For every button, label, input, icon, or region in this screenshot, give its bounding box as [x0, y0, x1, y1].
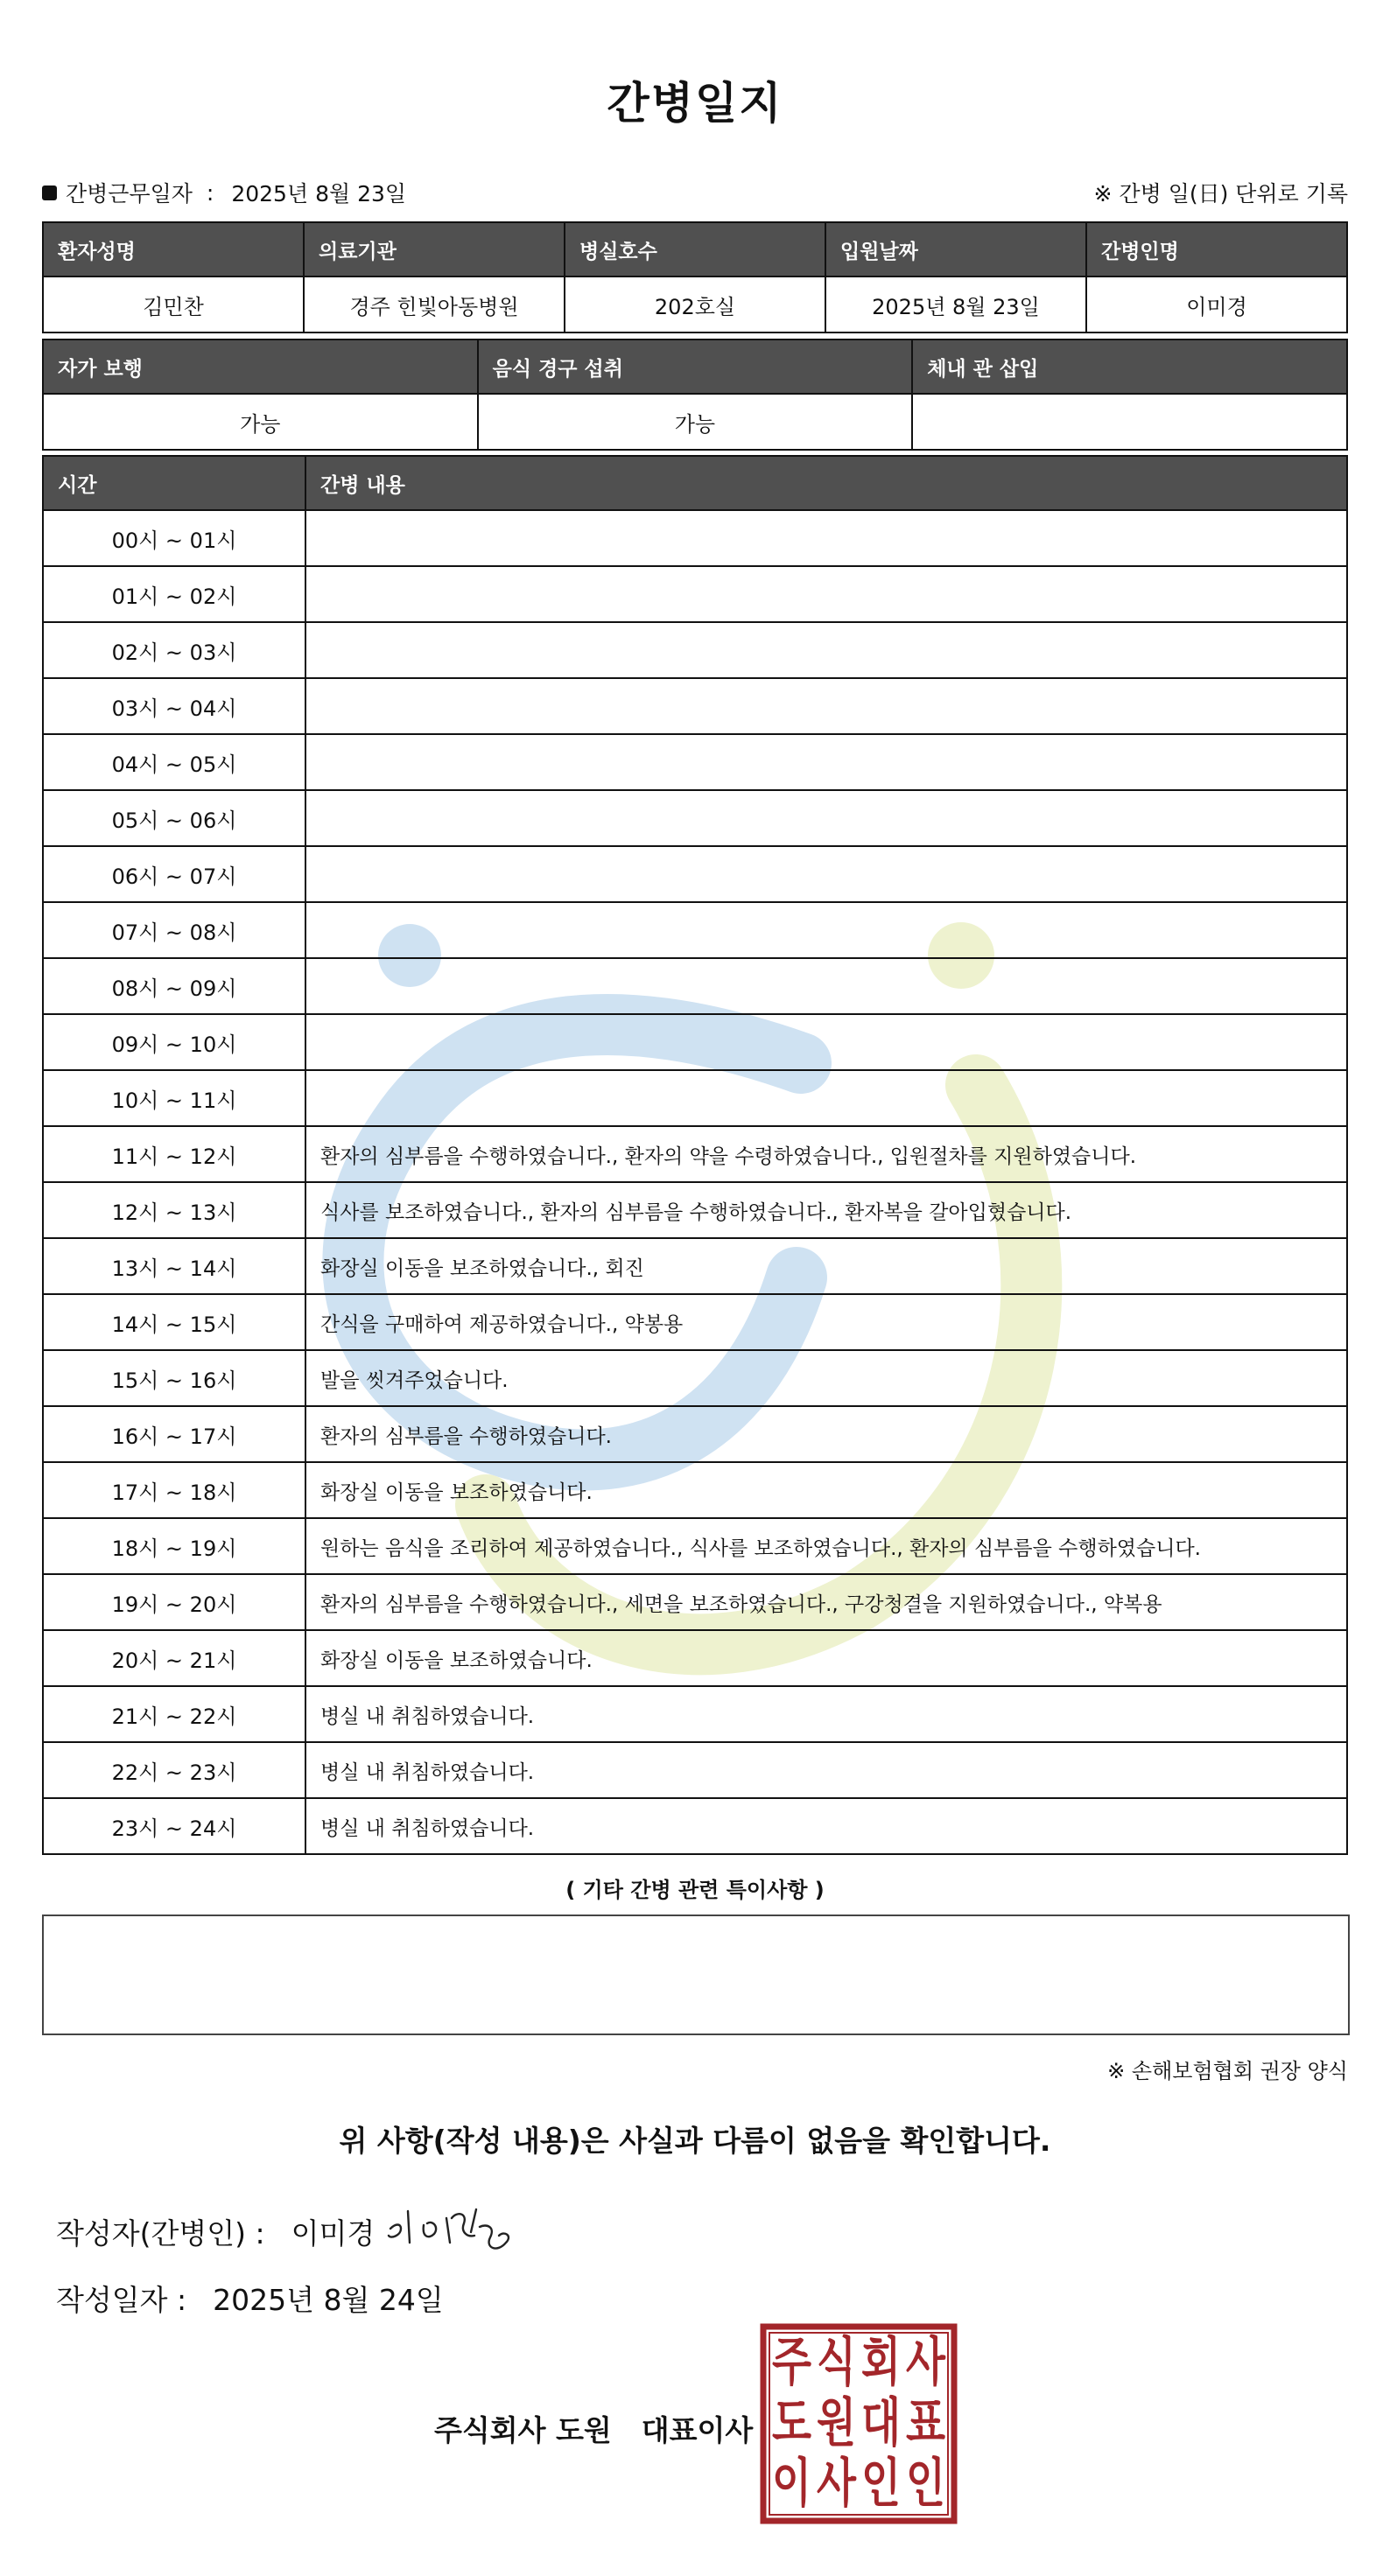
care-log-row — [43, 1406, 1347, 1462]
caregiver-name-value: 이미경 — [1086, 276, 1347, 332]
work-date-row — [42, 177, 406, 208]
care-log-row — [43, 566, 1347, 622]
care-log-time: 00시 ~ 01시 — [43, 510, 305, 566]
care-log-content: 화장실 이동을 보조하였습니다. — [305, 1630, 1347, 1686]
care-log-content: 원하는 음식을 조리하여 제공하였습니다., 식사를 보조하였습니다., 환자의 심부름을 수행하였습니다. — [305, 1518, 1347, 1574]
care-log-time: 09시 ~ 10시 — [43, 1014, 305, 1070]
care-log-content: 화장실 이동을 보조하였습니다. — [305, 1462, 1347, 1518]
seal-character: 식 — [817, 2332, 856, 2394]
header-self-walking: 자가 보행 — [43, 340, 478, 394]
care-log-time: 11시 ~ 12시 — [43, 1126, 305, 1182]
header-patient-name: 환자성명 — [43, 222, 304, 276]
seal-character: 원 — [817, 2392, 856, 2454]
seal-character: 도 — [772, 2392, 812, 2454]
care-log-time: 20시 ~ 21시 — [43, 1630, 305, 1686]
care-log-row — [43, 958, 1347, 1014]
room-number-value: 202호실 — [565, 276, 825, 332]
remarks-box — [42, 1914, 1350, 2035]
care-log-time: 07시 ~ 08시 — [43, 902, 305, 958]
care-log-row — [43, 1574, 1347, 1630]
care-log-time: 03시 ~ 04시 — [43, 678, 305, 734]
care-log-row — [43, 678, 1347, 734]
ability-info-value-row — [43, 394, 1347, 450]
care-log-time: 01시 ~ 02시 — [43, 566, 305, 622]
care-log-time: 08시 ~ 09시 — [43, 958, 305, 1014]
seal-character: 사 — [817, 2453, 857, 2515]
care-log-time: 18시 ~ 19시 — [43, 1518, 305, 1574]
writer-row — [56, 2211, 375, 2252]
company-name: 주식회사 도원 — [434, 2413, 612, 2447]
handwritten-signature — [383, 2192, 541, 2262]
confirmation-statement: 위 사항(작성 내용)은 사실과 다름이 없음을 확인합니다. — [339, 2124, 1051, 2158]
care-log-row — [43, 510, 1347, 566]
care-log-time: 05시 ~ 06시 — [43, 790, 305, 846]
care-log-content — [305, 790, 1347, 846]
seal-character: 표 — [906, 2392, 946, 2454]
care-log-content — [305, 734, 1347, 790]
care-log-content: 발을 씻겨주었습니다. — [305, 1350, 1347, 1406]
care-log-time: 21시 ~ 22시 — [43, 1686, 305, 1742]
care-log-time: 22시 ~ 23시 — [43, 1742, 305, 1798]
care-log-content: 병실 내 취침하였습니다. — [305, 1686, 1347, 1742]
patient-info-value-row — [43, 276, 1347, 332]
header-room-number: 병실호수 — [565, 222, 825, 276]
care-log-row — [43, 1742, 1347, 1798]
patient-info-header-row — [43, 222, 1347, 276]
care-log-time: 14시 ~ 15시 — [43, 1294, 305, 1350]
care-log-content: 식사를 보조하였습니다., 환자의 심부름을 수행하였습니다., 환자복을 갈아입혔습니다. — [305, 1182, 1347, 1238]
patient-info-table — [42, 221, 1348, 333]
bullet-icon — [42, 186, 57, 200]
care-log-row — [43, 902, 1347, 958]
care-log-header-row — [43, 456, 1347, 510]
header-caregiver-name: 간병인명 — [1086, 222, 1347, 276]
care-log-row — [43, 1182, 1347, 1238]
care-log-content: 환자의 심부름을 수행하였습니다., 환자의 약을 수령하였습니다., 입원절차를 지원하였습니다. — [305, 1126, 1347, 1182]
care-log-content — [305, 1070, 1347, 1126]
writer-name: 이미경 — [291, 2216, 376, 2250]
hospital-value: 경주 힌빛아동병원 — [304, 276, 565, 332]
seal-character: 주 — [772, 2332, 812, 2394]
care-log-content — [305, 566, 1347, 622]
care-log-content — [305, 510, 1347, 566]
care-log-row — [43, 622, 1347, 678]
seal-character: 대 — [861, 2392, 901, 2454]
care-log-time: 02시 ~ 03시 — [43, 622, 305, 678]
care-log-content: 환자의 심부름을 수행하였습니다. — [305, 1406, 1347, 1462]
write-date-label: 작성일자 : — [56, 2283, 187, 2317]
patient-name-value: 김민찬 — [43, 276, 304, 332]
care-log-row — [43, 1518, 1347, 1574]
seal-character: 인 — [861, 2453, 901, 2515]
care-log-time: 12시 ~ 13시 — [43, 1182, 305, 1238]
company-signature-line — [434, 2408, 753, 2449]
header-oral-intake: 음식 경구 섭취 — [478, 340, 913, 394]
company-role: 대표이사 — [641, 2413, 754, 2447]
care-log-row — [43, 734, 1347, 790]
care-log-row — [43, 790, 1347, 846]
care-log-content — [305, 846, 1347, 902]
care-log-content — [305, 1014, 1347, 1070]
care-log-body — [43, 510, 1347, 1854]
admission-date-value: 2025년 8월 23일 — [825, 276, 1086, 332]
care-log-time: 04시 ~ 05시 — [43, 734, 305, 790]
seal-character: 이 — [772, 2453, 811, 2515]
work-date-label: 간병근무일자 — [66, 181, 193, 206]
self-walking-value: 가능 — [43, 394, 478, 450]
work-date-separator: : — [206, 179, 214, 206]
document-title: 간병일지 — [607, 78, 783, 129]
care-log-row — [43, 1126, 1347, 1182]
care-log-row — [43, 1014, 1347, 1070]
header-care-content: 간병 내용 — [305, 456, 1347, 510]
care-log-content — [305, 678, 1347, 734]
tube-insertion-value — [912, 394, 1347, 450]
care-log-time: 10시 ~ 11시 — [43, 1070, 305, 1126]
ability-info-table — [42, 339, 1348, 451]
care-log-time: 23시 ~ 24시 — [43, 1798, 305, 1854]
care-log-time: 06시 ~ 07시 — [43, 846, 305, 902]
care-log-row — [43, 846, 1347, 902]
care-log-row — [43, 1350, 1347, 1406]
care-log-content: 병실 내 취침하였습니다. — [305, 1742, 1347, 1798]
care-log-content: 병실 내 취침하였습니다. — [305, 1798, 1347, 1854]
work-date-value: 2025년 8월 23일 — [231, 181, 407, 206]
care-log-content — [305, 902, 1347, 958]
care-log-row — [43, 1238, 1347, 1294]
writer-label: 작성자(간병인) : — [56, 2216, 265, 2250]
care-log-time: 15시 ~ 16시 — [43, 1350, 305, 1406]
seal-character: 사 — [906, 2332, 946, 2394]
care-log-content: 환자의 심부름을 수행하였습니다., 세면을 보조하였습니다., 구강청결을 지원하였습니다., 약복용 — [305, 1574, 1347, 1630]
oral-intake-value: 가능 — [478, 394, 913, 450]
seal-character: 인 — [906, 2453, 945, 2515]
care-log-row — [43, 1798, 1347, 1854]
care-log-content — [305, 958, 1347, 1014]
source-note: ※ 손해보험협회 권장 양식 — [1107, 2059, 1348, 2083]
header-time: 시간 — [43, 456, 305, 510]
care-log-row — [43, 1630, 1347, 1686]
seal-character: 회 — [861, 2332, 901, 2394]
care-log-table — [42, 455, 1348, 1855]
care-log-content: 화장실 이동을 보조하였습니다., 회진 — [305, 1238, 1347, 1294]
care-log-row — [43, 1462, 1347, 1518]
remarks-title: ( 기타 간병 관련 특이사항 ) — [565, 1878, 825, 1902]
header-admission-date: 입원날짜 — [825, 222, 1086, 276]
care-log-row — [43, 1070, 1347, 1126]
care-log-content — [305, 622, 1347, 678]
daily-record-note: ※ 간병 일(日) 단위로 기록 — [1093, 181, 1348, 206]
header-tube-insertion: 체내 관 삽입 — [912, 340, 1347, 394]
care-log-content: 간식을 구매하여 제공하였습니다., 약봉용 — [305, 1294, 1347, 1350]
care-log-row — [43, 1686, 1347, 1742]
ability-info-header-row — [43, 340, 1347, 394]
care-log-time: 17시 ~ 18시 — [43, 1462, 305, 1518]
care-log-time: 13시 ~ 14시 — [43, 1238, 305, 1294]
care-log-time: 16시 ~ 17시 — [43, 1406, 305, 1462]
company-seal-stamp — [760, 2323, 958, 2524]
header-hospital: 의료기관 — [304, 222, 565, 276]
write-date-value: 2025년 8월 24일 — [213, 2283, 444, 2317]
care-log-time: 19시 ~ 20시 — [43, 1574, 305, 1630]
care-log-row — [43, 1294, 1347, 1350]
write-date-row — [56, 2278, 444, 2319]
